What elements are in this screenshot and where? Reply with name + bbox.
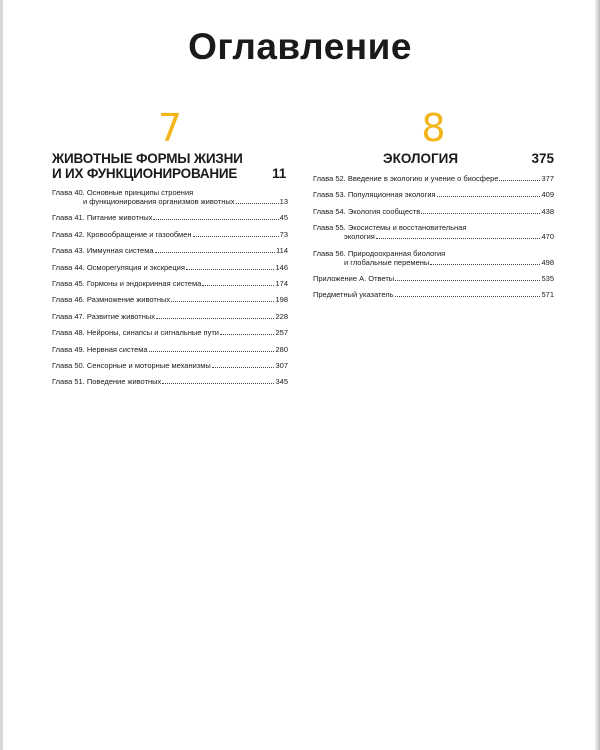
toc-entry-label: Глава 47. Развитие животных — [52, 311, 156, 321]
dot-leader — [186, 263, 275, 270]
toc-entry-chapter-55[interactable] — [313, 223, 554, 241]
toc-entry-page: 470 — [541, 232, 554, 242]
toc-entry-page: 13 — [279, 197, 288, 206]
toc-entry-page: 345 — [275, 377, 288, 387]
part-heading-line-2: И ИХ ФУНКЦИОНИРОВАНИЕ — [52, 166, 238, 181]
toc-entry-page: 257 — [275, 328, 288, 338]
toc-entry-chapter-41[interactable] — [52, 213, 288, 222]
part-heading-8[interactable] — [313, 151, 554, 167]
toc-entry-page: 307 — [275, 360, 288, 370]
dot-leader — [155, 246, 276, 253]
toc-entry-label: Глава 45. Гормоны и эндокринная система — [52, 278, 202, 288]
dot-leader — [499, 174, 540, 181]
part-heading-title: ЭКОЛОГИЯ — [383, 151, 459, 166]
toc-entry-label-line-1: Глава 56. Природоохранная биология — [313, 248, 446, 258]
dot-leader — [193, 230, 279, 237]
scan-edge-right — [594, 0, 600, 750]
toc-entry-label: Глава 52. Введение в экологию и учение о биосфере — [313, 174, 499, 183]
toc-entry-chapter-43[interactable] — [52, 246, 288, 255]
toc-entry-label: Глава 44. Осморегуляция и экскреция — [52, 262, 185, 272]
toc-entry-label: Глава 49. Нервная система — [52, 344, 148, 354]
toc-entry-chapter-49[interactable] — [52, 345, 288, 354]
part-number-7: 7 — [157, 106, 183, 150]
scan-edge-left — [0, 0, 3, 750]
toc-entry-label: Глава 53. Популяционная экология — [313, 190, 436, 200]
toc-entry-page: 498 — [541, 257, 554, 267]
dot-leader — [376, 232, 541, 239]
toc-entry-label: Глава 46. Размножение животных — [52, 295, 171, 305]
toc-entry-label-line-2: и глобальные перемены — [344, 257, 430, 267]
toc-entry-page: 409 — [541, 190, 554, 200]
part-page-number: 11 — [272, 166, 286, 181]
dot-leader — [421, 207, 540, 214]
toc-entry-page: 146 — [275, 262, 288, 272]
part-page-number: 375 — [531, 151, 554, 166]
toc-entry-label-line-1: Глава 55. Экосистемы и восстановительная — [313, 223, 467, 233]
toc-entry-label-line-1: Глава 40. Основные принципы строения — [52, 188, 194, 197]
toc-entry-chapter-44[interactable] — [52, 263, 288, 272]
dot-leader — [149, 345, 275, 352]
dot-leader — [162, 377, 274, 384]
toc-entry-chapter-50[interactable] — [52, 361, 288, 370]
toc-entry-chapter-47[interactable] — [52, 312, 288, 321]
toc-entry-page: 198 — [275, 295, 288, 305]
toc-entry-chapter-56[interactable] — [313, 249, 554, 267]
toc-entry-label: Предметный указатель — [313, 290, 394, 300]
dot-leader — [437, 190, 541, 197]
toc-entry-page: 45 — [279, 213, 288, 223]
dot-leader — [395, 290, 541, 297]
dot-leader — [153, 213, 278, 220]
toc-entry-page: 228 — [275, 311, 288, 321]
toc-entry-subject-index[interactable] — [313, 290, 554, 299]
toc-entry-chapter-54[interactable] — [313, 207, 554, 216]
toc-entry-label-line-2: и функционирования организмов животных — [83, 197, 235, 206]
toc-entry-chapter-52[interactable] — [313, 174, 554, 183]
toc-entry-label-line-2: экология — [344, 232, 375, 242]
toc-entry-label: Глава 54. Экология сообществ — [313, 206, 421, 216]
toc-entry-page: 377 — [541, 174, 554, 183]
part-8-column — [313, 108, 554, 307]
toc-entry-chapter-48[interactable] — [52, 328, 288, 337]
toc-entry-page: 535 — [541, 273, 554, 283]
toc-entry-page: 280 — [275, 344, 288, 354]
toc-entry-chapter-51[interactable] — [52, 377, 288, 386]
toc-list — [52, 188, 288, 386]
dot-leader — [156, 312, 274, 319]
toc-entry-page: 174 — [275, 278, 288, 288]
dot-leader — [212, 361, 275, 368]
toc-entry-chapter-40[interactable] — [52, 188, 288, 206]
toc-entry-label: Приложение А. Ответы — [313, 273, 395, 283]
dot-leader — [171, 295, 274, 302]
toc-entry-label: Глава 48. Нейроны, синапсы и сигнальные пути — [52, 328, 219, 338]
part-heading-line-1: ЖИВОТНЫЕ ФОРМЫ ЖИЗНИ — [52, 151, 243, 166]
dot-leader — [236, 197, 279, 204]
toc-entry-page: 438 — [541, 206, 554, 216]
part-7-column — [52, 108, 288, 394]
part-number-8: 8 — [421, 106, 446, 150]
toc-entry-chapter-46[interactable] — [52, 295, 288, 304]
dot-leader — [430, 258, 540, 265]
part-heading-7[interactable] — [52, 151, 288, 181]
page-title: Оглавление — [188, 26, 412, 67]
toc-entry-page: 114 — [276, 246, 288, 256]
toc-list — [313, 174, 554, 299]
toc-entry-label: Глава 50. Сенсорные и моторные механизмы — [52, 360, 211, 370]
toc-entry-page: 571 — [541, 290, 554, 300]
toc-entry-label: Глава 42. Кровообращение и газообмен — [52, 229, 192, 239]
toc-entry-page: 73 — [279, 229, 288, 239]
toc-entry-chapter-42[interactable] — [52, 230, 288, 239]
toc-entry-label: Глава 41. Питание животных — [52, 213, 153, 223]
dot-leader — [395, 274, 540, 281]
toc-entry-chapter-45[interactable] — [52, 279, 288, 288]
toc-entry-appendix-a[interactable] — [313, 274, 554, 283]
toc-entry-label: Глава 51. Поведение животных — [52, 377, 162, 387]
toc-entry-label: Глава 43. Иммунная система — [52, 246, 154, 256]
dot-leader — [220, 328, 275, 335]
toc-entry-chapter-53[interactable] — [313, 190, 554, 199]
dot-leader — [202, 279, 274, 286]
